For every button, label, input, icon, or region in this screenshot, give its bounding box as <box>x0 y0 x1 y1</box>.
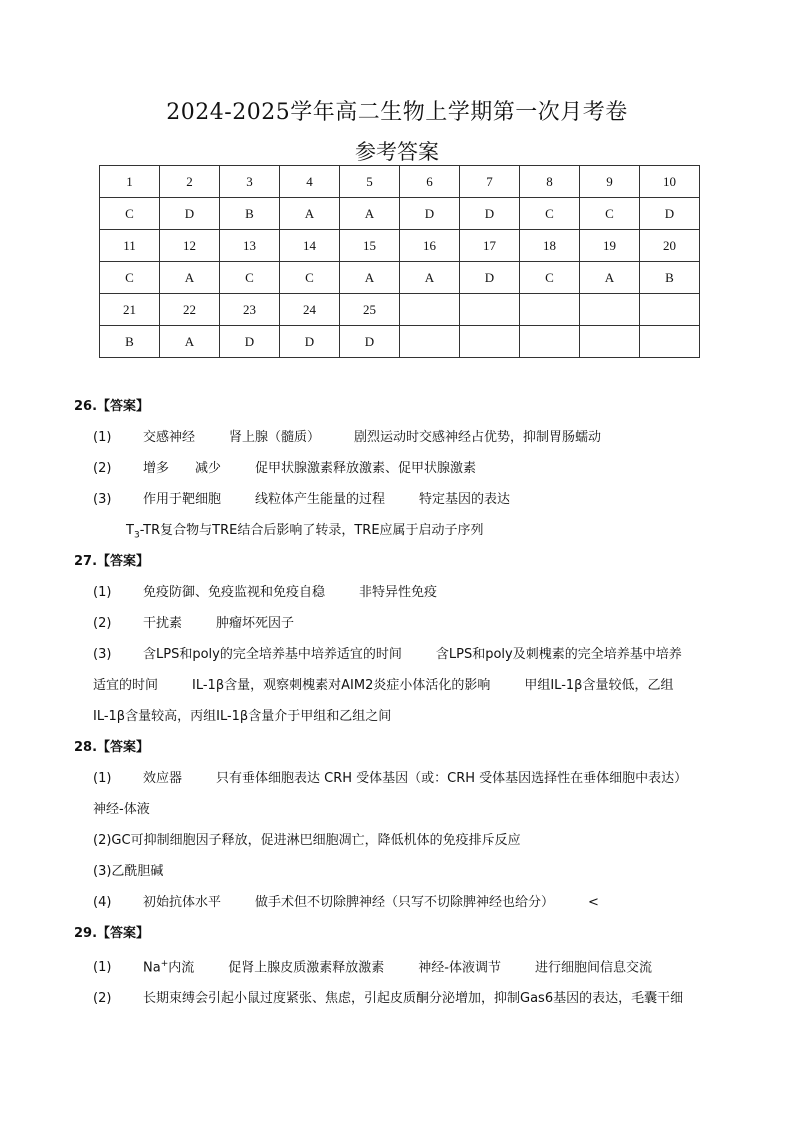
question-number-cell: 1 <box>100 166 160 198</box>
q26-answer: 线粒体产生能量的过程 <box>255 492 386 507</box>
q27-line-5 <box>74 701 744 732</box>
answer-cell: C <box>580 198 640 230</box>
q28-answer: 做手术但不切除脾神经（只写不切除脾神经也给分） <box>255 895 555 910</box>
question-number-cell: 21 <box>100 294 160 326</box>
question-number-cell: 22 <box>160 294 220 326</box>
answer-cell: D <box>640 198 700 230</box>
q26-line-1 <box>74 422 744 453</box>
q28-answer: (3)乙酰胆碱 <box>93 864 164 879</box>
question-28 <box>74 732 744 918</box>
question-number-cell: 14 <box>280 230 340 262</box>
q26-answer: 交感神经 <box>143 430 196 445</box>
q27-part-number: (3) <box>93 647 112 662</box>
q29-part-number: (2) <box>93 991 112 1007</box>
q26-answer: -TR复合物与TRE结合后影响了转录，TRE应属于启动子序列 <box>139 523 484 538</box>
answer-cell: C <box>100 262 160 294</box>
q27-answer: 免疫防御、免疫监视和免疫自稳 <box>143 585 326 600</box>
question-number-cell <box>400 294 460 326</box>
q28-answer: 初始抗体水平 <box>143 895 222 910</box>
q26-answer: 特定基因的表达 <box>419 492 511 507</box>
q28-answer: 效应器 <box>143 771 183 786</box>
q27-line-1 <box>74 577 744 608</box>
q26-part-number: (1) <box>93 430 112 445</box>
q28-line-3 <box>74 825 744 856</box>
q26-part-number: (2) <box>93 461 112 476</box>
question-26-header: 26.【答案】 <box>74 399 150 414</box>
q28-answer: (2)GC可抑制细胞因子释放，促进淋巴细胞凋亡，降低机体的免疫排斥反应 <box>93 833 521 848</box>
question-number-cell <box>580 294 640 326</box>
q29-answer-superscript: + <box>160 959 169 969</box>
q29-answer: 进行细胞间信息交流 <box>534 960 652 976</box>
q29-answer: 长期束缚会引起小鼠过度紧张、焦虑，引起皮质酮分泌增加，抑制Gas6基因的表达，毛囊干细 <box>143 991 684 1007</box>
answer-cell: A <box>580 262 640 294</box>
question-number-cell: 15 <box>340 230 400 262</box>
answer-cell: A <box>160 326 220 358</box>
question-number-cell: 25 <box>340 294 400 326</box>
q27-answer: 非特异性免疫 <box>359 585 438 600</box>
answer-cell: D <box>220 326 280 358</box>
q27-answer: IL-1β含量较高，丙组IL-1β含量介于甲组和乙组之间 <box>93 709 392 724</box>
question-number-row <box>100 166 700 198</box>
answer-cell <box>640 326 700 358</box>
q27-answer: 含LPS和poly的完全培养基中培养适宜的时间 <box>143 647 402 662</box>
q29-line-2 <box>74 983 744 1014</box>
answer-cell: A <box>160 262 220 294</box>
answer-cell: A <box>340 262 400 294</box>
answer-cell: A <box>340 198 400 230</box>
question-number-cell: 6 <box>400 166 460 198</box>
answer-cell: C <box>280 262 340 294</box>
q26-part-number: (3) <box>93 492 112 507</box>
question-number-cell: 20 <box>640 230 700 262</box>
question-number-cell: 24 <box>280 294 340 326</box>
q26-answer-subscript: 3 <box>133 530 140 541</box>
q28-answer: 只有垂体细胞表达 CRH 受体基因（或：CRH 受体基因选择性在垂体细胞中表达） <box>216 771 688 786</box>
q26-answer: 促甲状腺激素释放激素、促甲状腺激素 <box>255 461 477 476</box>
q28-answer: 神经-体液 <box>93 802 150 817</box>
q29-answer: 促肾上腺皮质激素释放激素 <box>228 960 385 976</box>
question-27-header: 27.【答案】 <box>74 554 150 569</box>
answer-row <box>100 326 700 358</box>
q28-line-5 <box>74 887 744 918</box>
q29-answer: 神经-体液调节 <box>418 960 501 976</box>
q26-answer-t: T <box>126 523 134 538</box>
answer-table <box>99 165 700 358</box>
q28-line-2 <box>74 794 744 825</box>
question-number-cell: 3 <box>220 166 280 198</box>
q27-answer: 适宜的时间 <box>93 678 159 693</box>
answer-cell: B <box>640 262 700 294</box>
answer-cell: C <box>520 198 580 230</box>
q27-part-number: (1) <box>93 585 112 600</box>
q27-answer: IL-1β含量，观察刺槐素对AIM2炎症小体活化的影响 <box>192 678 491 693</box>
question-number-row <box>100 294 700 326</box>
question-number-cell <box>460 294 520 326</box>
question-number-cell: 5 <box>340 166 400 198</box>
q29-part-number: (1) <box>93 960 112 976</box>
question-number-cell: 11 <box>100 230 160 262</box>
answer-cell: C <box>220 262 280 294</box>
question-29-header: 29.【答案】 <box>74 926 150 941</box>
question-26 <box>74 391 744 552</box>
question-number-cell: 23 <box>220 294 280 326</box>
q27-line-4 <box>74 670 744 701</box>
answer-cell: D <box>340 326 400 358</box>
answer-cell: A <box>280 198 340 230</box>
question-number-cell: 19 <box>580 230 640 262</box>
question-number-cell: 4 <box>280 166 340 198</box>
answer-cell: D <box>400 198 460 230</box>
q27-line-3 <box>74 639 744 670</box>
q29-answer: 内流 <box>168 960 195 976</box>
answer-cell <box>520 326 580 358</box>
q27-line-2 <box>74 608 744 639</box>
q27-answer: 含LPS和poly及刺槐素的完全培养基中培养 <box>435 647 682 662</box>
q26-answer: 作用于靶细胞 <box>143 492 222 507</box>
question-29 <box>74 918 744 1014</box>
answer-cell: D <box>460 198 520 230</box>
page-subtitle: 参考答案 <box>355 140 439 164</box>
question-number-row <box>100 230 700 262</box>
q29-line-1 <box>74 949 744 983</box>
q26-line-2 <box>74 453 744 484</box>
question-number-cell: 17 <box>460 230 520 262</box>
answer-cell: A <box>400 262 460 294</box>
q27-answer: 干扰素 <box>143 616 183 631</box>
answer-cell: C <box>100 198 160 230</box>
page-title: 2024-2025学年高二生物上学期第一次月考卷 <box>166 100 628 125</box>
question-number-cell: 13 <box>220 230 280 262</box>
question-number-cell <box>520 294 580 326</box>
answer-cell: D <box>160 198 220 230</box>
question-number-cell: 10 <box>640 166 700 198</box>
question-number-cell: 2 <box>160 166 220 198</box>
answer-row <box>100 198 700 230</box>
q28-line-1 <box>74 763 744 794</box>
answer-cell: D <box>280 326 340 358</box>
answer-cell <box>580 326 640 358</box>
question-number-cell <box>640 294 700 326</box>
q26-answer: 减少 <box>195 461 222 476</box>
q26-line-3 <box>74 484 744 515</box>
q26-answer: 肾上腺（髓质） <box>229 430 321 445</box>
question-number-cell: 9 <box>580 166 640 198</box>
q27-answer: 肿瘤坏死因子 <box>216 616 295 631</box>
question-28-header: 28.【答案】 <box>74 740 150 755</box>
answer-cell: C <box>520 262 580 294</box>
answer-cell: D <box>460 262 520 294</box>
q27-part-number: (2) <box>93 616 112 631</box>
q26-answer: 剧烈运动时交感神经占优势，抑制胃肠蠕动 <box>354 430 602 445</box>
q28-part-number: (1) <box>93 771 112 786</box>
q27-answer: 甲组IL-1β含量较低，乙组 <box>524 678 674 693</box>
question-number-cell: 8 <box>520 166 580 198</box>
question-27 <box>74 546 744 732</box>
q29-answer: Na <box>143 960 161 976</box>
question-number-cell: 16 <box>400 230 460 262</box>
question-number-cell: 12 <box>160 230 220 262</box>
q28-line-4 <box>74 856 744 887</box>
question-number-cell: 18 <box>520 230 580 262</box>
answer-row <box>100 262 700 294</box>
answer-cell <box>460 326 520 358</box>
answer-cell: B <box>100 326 160 358</box>
q26-answer: 增多 <box>143 461 170 476</box>
q28-part-number: (4) <box>93 895 112 910</box>
answer-cell <box>400 326 460 358</box>
question-number-cell: 7 <box>460 166 520 198</box>
answer-cell: B <box>220 198 280 230</box>
q28-answer: < <box>588 895 599 910</box>
